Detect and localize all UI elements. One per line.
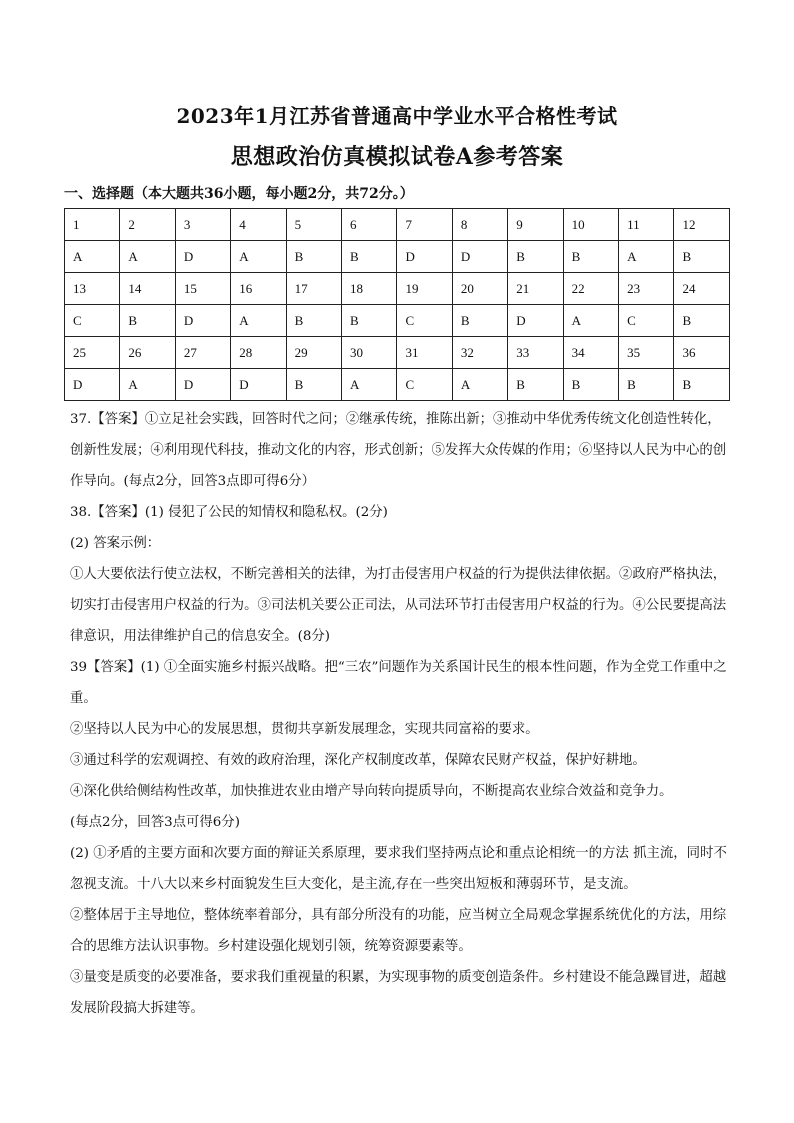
answer-39-part2-point2: ②整体居于主导地位，整体统率着部分，具有部分所没有的功能，应当树立全局观念掌握系统优化的方法，用综合的思维方法认识事物。乡村建设强化规划引领，统筹资源要素等。: [70, 908, 727, 954]
table-cell: B: [342, 305, 397, 337]
table-cell: D: [175, 241, 230, 273]
table-cell: B: [286, 369, 341, 401]
answer-38-part2-label: (2) 答案示例：: [70, 536, 161, 551]
table-cell: 11: [619, 209, 674, 241]
table-cell: 4: [231, 209, 286, 241]
table-cell: 13: [65, 273, 120, 305]
table-cell: 33: [508, 337, 563, 369]
table-cell: 7: [397, 209, 452, 241]
table-cell: 20: [452, 273, 507, 305]
table-cell: D: [231, 369, 286, 401]
table-cell: C: [397, 305, 452, 337]
answer-37: 37.【答案】①立足社会实践，回答时代之问；②继承传统，推陈出新；③推动中华优秀传统文化创造性转化，创新性发展；④利用现代科技，推动文化的内容，形式创新；⑤发挥大众传媒的作用；⑥坚持以人民为中心的创作导向。(每点2分，回答3点即可得6分）: [70, 412, 727, 489]
table-cell: 30: [342, 337, 397, 369]
section-heading: 一、选择题（本大题共36小题，每小题2分，共72分。）: [64, 186, 414, 202]
table-cell: A: [342, 369, 397, 401]
table-cell: 19: [397, 273, 452, 305]
table-cell: 31: [397, 337, 452, 369]
table-cell: 29: [286, 337, 341, 369]
table-cell: 28: [231, 337, 286, 369]
table-cell: 2: [120, 209, 175, 241]
answer-38-part1: 38.【答案】(1) 侵犯了公民的知情权和隐私权。(2分): [70, 505, 388, 520]
answer-39-part1-point1: 39【答案】(1) ①全面实施乡村振兴战略。把“三农”问题作为关系国计民生的根本性问题，作为全党工作重中之重。: [70, 660, 727, 706]
table-cell: 26: [120, 337, 175, 369]
table-cell: 9: [508, 209, 563, 241]
table-cell: A: [120, 241, 175, 273]
table-cell: B: [619, 369, 674, 401]
table-cell: B: [508, 241, 563, 273]
table-cell: D: [175, 305, 230, 337]
table-cell: 15: [175, 273, 230, 305]
table-cell: 32: [452, 337, 507, 369]
answer-letter-row: [65, 241, 730, 273]
answer-39-part2-point3: ③量变是质变的必要准备，要求我们重视量的积累，为实现事物的质变创造条件。乡村建设不能急躁冒进，超越发展阶段搞大拆建等。: [70, 970, 727, 1016]
table-cell: 10: [563, 209, 618, 241]
table-cell: D: [175, 369, 230, 401]
answer-body: [70, 404, 730, 1024]
document-title: 2023年1月江苏省普通高中学业水平合格性考试: [176, 104, 618, 128]
table-cell: A: [563, 305, 618, 337]
question-number-row: [65, 209, 730, 241]
table-cell: D: [508, 305, 563, 337]
table-cell: 16: [231, 273, 286, 305]
document-subtitle: 思想政治仿真模拟试卷A参考答案: [230, 144, 564, 170]
table-cell: B: [563, 241, 618, 273]
answer-39-part1-point2: ②坚持以人民为中心的发展思想，贯彻共享新发展理念，实现共同富裕的要求。: [70, 722, 539, 737]
table-cell: B: [120, 305, 175, 337]
table-cell: 3: [175, 209, 230, 241]
table-cell: B: [674, 369, 730, 401]
table-cell: D: [452, 241, 507, 273]
table-cell: 21: [508, 273, 563, 305]
table-cell: 34: [563, 337, 618, 369]
answer-letter-row: [65, 369, 730, 401]
table-cell: B: [674, 241, 730, 273]
table-cell: 8: [452, 209, 507, 241]
table-cell: 12: [674, 209, 730, 241]
table-cell: 5: [286, 209, 341, 241]
question-number-row: [65, 273, 730, 305]
answer-39-part1-point4: ④深化供给侧结构性改革，加快推进农业由增产导向转向提质导向，不断提高农业综合效益和竞争力。: [70, 784, 673, 799]
table-cell: B: [674, 305, 730, 337]
table-cell: D: [65, 369, 120, 401]
table-cell: A: [452, 369, 507, 401]
table-cell: C: [397, 369, 452, 401]
table-cell: A: [231, 305, 286, 337]
table-cell: A: [65, 241, 120, 273]
table-cell: 23: [619, 273, 674, 305]
table-cell: 36: [674, 337, 730, 369]
answer-38-part2: ①人大要依法行使立法权，不断完善相关的法律，为打击侵害用户权益的行为提供法律依据。②政府严格执法，切实打击侵害用户权益的行为。③司法机关要公正司法，从司法环节打击侵害用户权益的行为。④公民要提高法律意识，用法律维护自己的信息安全。(8分): [70, 567, 727, 644]
table-cell: A: [619, 241, 674, 273]
table-cell: B: [286, 241, 341, 273]
table-cell: 27: [175, 337, 230, 369]
answer-letter-row: [65, 305, 730, 337]
answer-39-part1-scoring: (每点2分，回答3点可得6分): [70, 815, 240, 830]
table-cell: 6: [342, 209, 397, 241]
table-cell: B: [342, 241, 397, 273]
answer-39-part1-point3: ③通过科学的宏观调控、有效的政府治理，深化产权制度改革，保障农民财产权益，保护好耕地。: [70, 753, 646, 768]
question-number-row: [65, 337, 730, 369]
table-cell: B: [452, 305, 507, 337]
table-cell: C: [619, 305, 674, 337]
table-cell: 18: [342, 273, 397, 305]
answer-39-part2-point1: (2) ①矛盾的主要方面和次要方面的辩证关系原理，要求我们坚持两点论和重点论相统一的方法 抓主流，同时不忽视支流。十八大以来乡村面貌发生巨大变化，是主流,存在一些突出短板和薄弱环节，是支流。: [70, 846, 727, 892]
table-cell: B: [508, 369, 563, 401]
table-cell: C: [65, 305, 120, 337]
table-cell: A: [231, 241, 286, 273]
table-cell: 14: [120, 273, 175, 305]
table-cell: 1: [65, 209, 120, 241]
answer-table: [64, 208, 730, 401]
table-cell: 35: [619, 337, 674, 369]
table-cell: 22: [563, 273, 618, 305]
table-cell: B: [286, 305, 341, 337]
table-cell: B: [563, 369, 618, 401]
table-cell: A: [120, 369, 175, 401]
table-cell: 24: [674, 273, 730, 305]
table-cell: 17: [286, 273, 341, 305]
table-cell: 25: [65, 337, 120, 369]
table-cell: D: [397, 241, 452, 273]
